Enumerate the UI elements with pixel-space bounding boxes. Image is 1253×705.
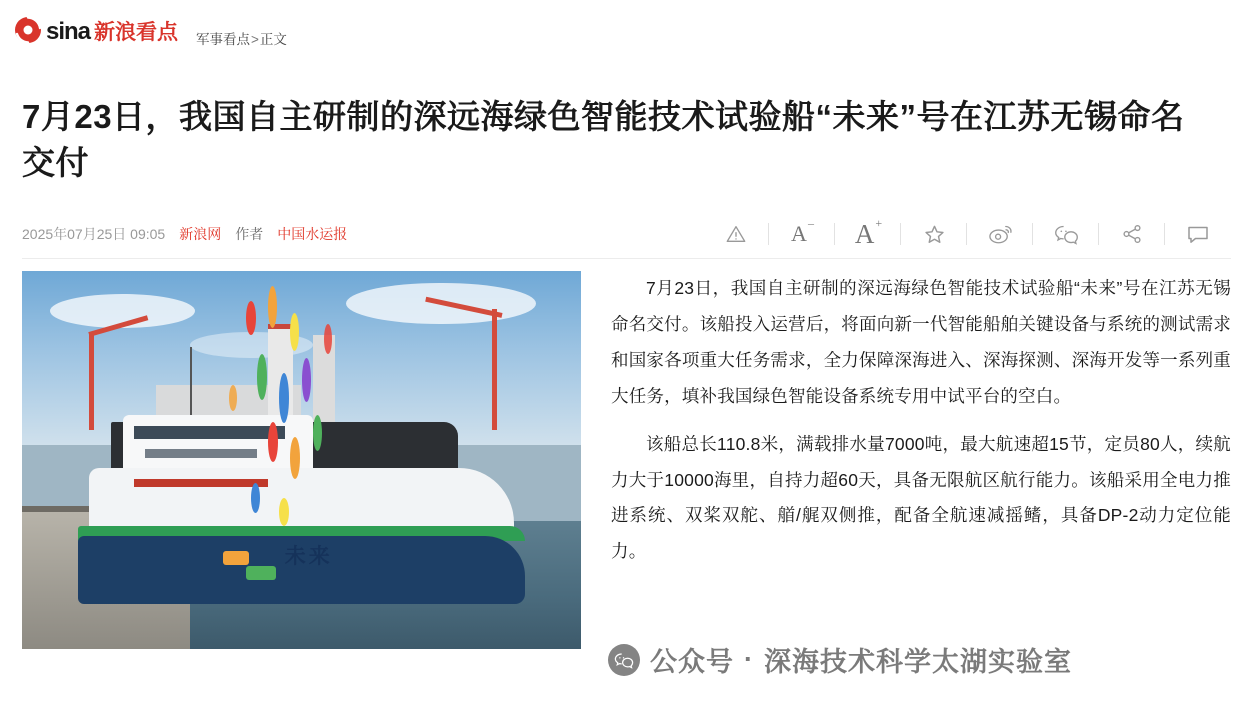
photo-confetti: [268, 422, 278, 462]
publish-date: 2025年07月25日 09:05: [22, 226, 166, 243]
author-link[interactable]: 中国水运报: [277, 226, 348, 243]
font-decrease-icon[interactable]: A–: [769, 217, 835, 251]
watermark: [608, 640, 1072, 679]
author-label: 作者: [235, 226, 264, 243]
photo-confetti: [223, 551, 249, 565]
photo-superstructure: [123, 415, 313, 475]
breadcrumb-separator: >: [251, 32, 259, 47]
article-meta-bar: [0, 215, 1253, 253]
photo-confetti: [257, 354, 267, 400]
font-increase-icon[interactable]: A+: [835, 217, 901, 251]
sina-eye-icon: [14, 16, 42, 44]
photo-hull-white: [89, 468, 514, 528]
photo-crane: [492, 309, 497, 430]
photo-ship-name: 未来: [284, 544, 333, 568]
share-icon[interactable]: [1099, 217, 1165, 251]
photo-confetti: [229, 385, 237, 411]
comment-icon[interactable]: [1165, 217, 1231, 251]
watermark-text: 深海技术科学太湖实验室: [764, 647, 1072, 677]
report-icon[interactable]: [703, 217, 769, 251]
photo-confetti: [324, 324, 332, 354]
photo-hull-red-band: [134, 479, 268, 487]
meta-left: [22, 224, 347, 244]
photo-funnel: [313, 335, 335, 422]
wechat-share-icon[interactable]: [1033, 217, 1099, 251]
article-body: [611, 271, 1231, 649]
watermark-dot: ·: [744, 644, 754, 674]
favorite-icon[interactable]: [901, 217, 967, 251]
sina-wordmark: sina: [46, 18, 91, 45]
article-paragraph: 7月23日，我国自主研制的深远海绿色智能技术试验船“未来”号在江苏无锡命名交付。该船投入运营后，将面向新一代智能船舶关键设备与系统的测试需求和国家各项重大任务需求，全力保障深海进入、深海探测、深海开发等一系列重大任务，填补我国绿色智能设备系统专用中试平台的空白。: [611, 278, 1231, 406]
source-link[interactable]: 新浪网: [179, 226, 222, 243]
photo-confetti: [313, 415, 322, 451]
sina-logo[interactable]: [14, 16, 178, 44]
site-header: [0, 0, 1253, 50]
photo-confetti: [302, 358, 311, 402]
photo-confetti: [246, 301, 256, 335]
breadcrumb-category[interactable]: 军事看点: [196, 32, 251, 47]
sina-kandian-label: 新浪看点: [94, 20, 179, 44]
breadcrumb-current: 正文: [259, 32, 287, 47]
photo-bridge-windows: [145, 449, 257, 458]
photo-confetti: [246, 566, 276, 580]
weibo-share-icon[interactable]: [967, 217, 1033, 251]
photo-mast: [190, 347, 192, 419]
meta-divider: [22, 258, 1231, 259]
article-paragraph: 该船总长110.8米，满载排水量7000吨，最大航速超15节，定员80人，续航力大于10000海里，自持力超60天，具备无限航区航行能力。该船采用全电力推进系统、双桨双舵、艏/艉双侧推，配备全航速减摇鳍，具备DP-2动力定位能力。: [611, 433, 1231, 562]
wechat-official-account-icon: [608, 644, 640, 676]
article-toolbar: [703, 217, 1231, 251]
page-title: 7月23日，我国自主研制的深远海绿色智能技术试验船“未来”号在江苏无锡命名交付: [22, 98, 1185, 181]
watermark-prefix: 公众号: [650, 647, 734, 677]
article-photo: [22, 271, 581, 649]
breadcrumb: [196, 28, 287, 48]
photo-confetti: [268, 286, 277, 328]
article-content: [0, 253, 1253, 649]
photo-crane: [89, 332, 94, 430]
photo-bridge-windows: [134, 426, 285, 439]
